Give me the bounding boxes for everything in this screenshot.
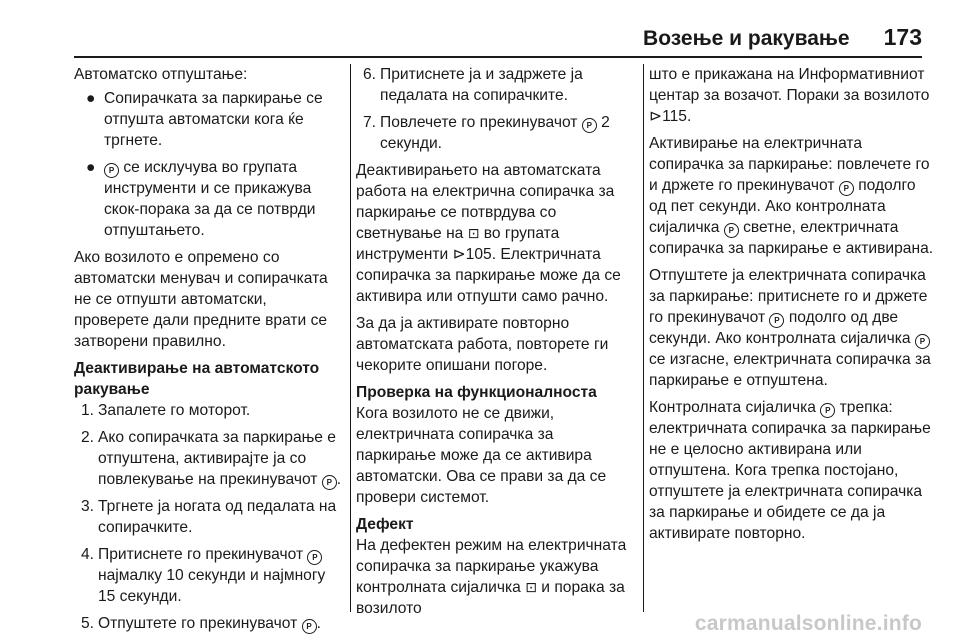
numbered-step (356, 112, 636, 154)
text-run: и порака за возилото (356, 579, 625, 617)
page-number: 173 (883, 24, 922, 50)
step-number: 7. (362, 114, 376, 131)
page-reference-icon: ⊳ (452, 246, 466, 263)
numbered-step: 2. Ако сопирачката за паркирање е отпуштена, активирајте ја со повлекување на прекинувачот P . (74, 427, 344, 490)
paragraph (649, 64, 934, 127)
step-text: Запалете го моторот. (98, 402, 251, 419)
text-run: подолго од пет секунди. Ако контролната сијаличка (649, 177, 916, 236)
paragraph (649, 133, 934, 259)
section-heading: Деактивирање на автоматското ракување (74, 360, 320, 398)
text-run: Контролната сијаличка (649, 399, 816, 416)
parking-brake-icon: P (915, 334, 930, 349)
column-2 (356, 64, 636, 625)
step-text: 2 секунди. (380, 114, 610, 152)
parking-brake-icon: P (582, 118, 597, 133)
text-run: во групата инструменти (356, 225, 560, 263)
numbered-step (356, 64, 636, 106)
paragraph (649, 397, 934, 544)
parking-brake-icon: P (839, 181, 854, 196)
column-3 (649, 64, 934, 550)
paragraph (356, 160, 636, 307)
watermark: carmanualsonline.info (694, 612, 922, 635)
numbered-step: 5. Отпуштете го прекинувачот P . (74, 613, 344, 634)
text-run: трепка: електричната сопирачка за паркирање не е целосно активирана или отпуштена. Кога трепка постојано, отпуштете ја електричната сопирачка за паркирање и обидете се да ја активирате повторно. (649, 399, 931, 542)
column-divider (350, 64, 351, 612)
bullet-icon: ● (86, 90, 96, 107)
text-run: се изгасне, електричната сопирачка за паркирање е отпуштена. (649, 351, 931, 389)
text-run: Деактивирањето на автоматската работа на електрична сопирачка за паркирање се потврдува со светнување на (356, 162, 615, 242)
paragraph: Автоматско отпуштање: (74, 66, 248, 83)
step-text: најмалку 10 секунди и најмногу 15 секунди. (98, 567, 326, 605)
parking-brake-icon: P (769, 313, 784, 328)
bullet-icon: ● (86, 159, 96, 176)
parking-brake-icon: P (307, 550, 322, 565)
paragraph (649, 265, 934, 391)
text-run: На дефектен режим на електричната сопирачка за паркирање укажува контролната сијаличка (356, 537, 627, 596)
section-heading: Проверка на функционалноста (356, 384, 597, 401)
page-reference-icon: ⊳ (649, 108, 663, 125)
text-run: . Електричната сопирачка за паркирање може да се активира или отпушти само рачно. (356, 246, 621, 305)
step-number: 3. (80, 498, 94, 515)
page-header (643, 24, 922, 54)
page-reference[interactable]: 105 (465, 246, 492, 263)
step-number: 4. (80, 546, 94, 563)
page-title: Возење и ракување (643, 27, 850, 50)
warning-lamp-icon: ⊡ (525, 579, 537, 595)
bullet-item (74, 157, 344, 241)
step-number: 1. (80, 402, 94, 419)
parking-brake-icon: P (724, 223, 739, 238)
text-run: . (686, 108, 692, 125)
paragraph: За да ја активирате повторно автоматската работа, повторете ги чекорите опишани погоре. (356, 315, 609, 374)
text-run: Отпуштете ја електричната сопирачка за паркирање: притиснете го и држете го прекинувачот (649, 267, 928, 326)
parking-brake-icon: P (104, 163, 119, 178)
step-text: Ако сопирачката за паркирање е отпуштена, активирајте ја со повлекување на прекинувачот (98, 429, 336, 488)
step-number: 2. (80, 429, 94, 446)
column-divider (643, 64, 644, 612)
paragraph (356, 535, 636, 619)
page-reference[interactable]: 115 (662, 108, 687, 125)
paragraph: Ако возилото е опремено со автоматски менувач и сопирачката не се отпушти автоматски, проверете дали предните врати се затворени правилно. (74, 249, 328, 350)
column-1 (74, 64, 344, 640)
parking-brake-icon: P (322, 475, 337, 490)
step-text: Притиснете го прекинувачот (98, 546, 304, 563)
numbered-step (74, 544, 344, 607)
step-text: Отпуштете го прекинувачот (98, 615, 298, 632)
text-run: што е прикажана на Информативниот центар за возачот. Пораки за возилото (649, 66, 930, 104)
parking-brake-icon: P (302, 619, 317, 634)
warning-lamp-icon: ⊡ (467, 225, 480, 241)
step-text: Тргнете ја ногата од педалата на сопирачките. (98, 498, 337, 536)
text-run: светне, електричната сопирачка за паркирање е активирана. (649, 219, 934, 257)
numbered-step (74, 400, 344, 421)
parking-brake-icon: P (820, 403, 835, 418)
bullet-item (74, 88, 344, 151)
text-run: подолго од две секунди. Ако контролната сијаличка (649, 309, 911, 347)
section-heading: Дефект (356, 516, 414, 533)
paragraph: Кога возилото не се движи, електричната сопирачка за паркирање може да се активира автоматски. Ова се прави за да се провери системот. (356, 405, 607, 506)
step-text: Притиснете ја и задржете ја педалата на сопирачките. (380, 66, 583, 104)
bullet-text: се исклучува во групата инструменти и се прикажува скок-порака за да се потврди отпуштањето. (104, 159, 316, 239)
numbered-step (74, 496, 344, 538)
bullet-text: Сопирачката за паркирање се отпушта автоматски кога ќе тргнете. (104, 90, 323, 149)
step-text: Повлечете го прекинувачот (380, 114, 578, 131)
text-run: Активирање на електричната сопирачка за паркирање: повлечете го и држете го прекинувачот (649, 135, 930, 194)
step-number: 5. (80, 615, 94, 632)
header-rule (74, 56, 922, 58)
step-number: 6. (362, 66, 376, 83)
